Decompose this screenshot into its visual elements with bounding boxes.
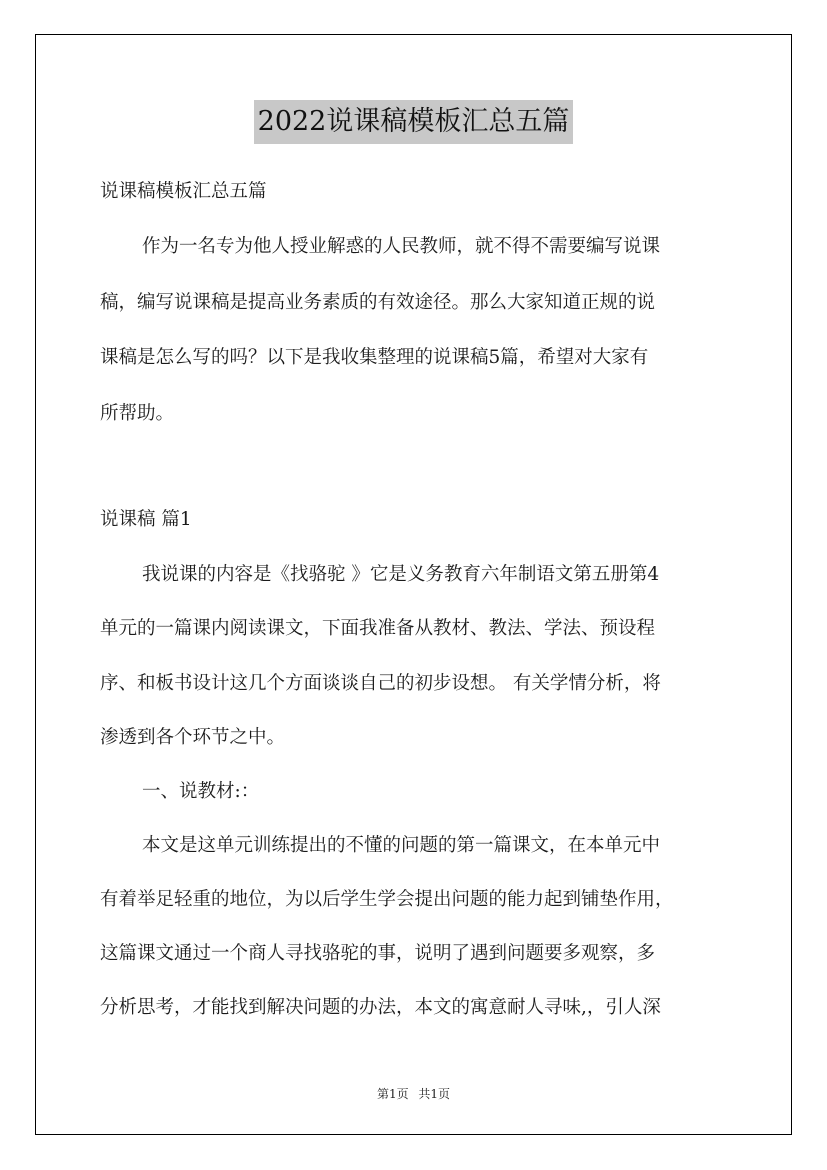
- para1-line: 序、和板书设计这几个方面谈谈自己的初步设想。 有关学情分析，将: [100, 673, 661, 694]
- para2-line: 有着举足轻重的地位，为以后学生学会提出问题的能力起到铺垫作用，: [100, 889, 674, 910]
- para1-line: 渗透到各个环节之中。: [100, 727, 286, 748]
- para2-line: 本文是这单元训练提出的不懂的问题的第一篇课文，在本单元中: [142, 835, 661, 856]
- section-heading: 说课稿 篇1: [100, 509, 192, 530]
- page-total: 共1页: [418, 1087, 451, 1101]
- intro-line: 所帮助。: [100, 403, 175, 424]
- para2-line: 这篇课文通过一个商人寻找骆驼的事，说明了遇到问题要多观察，多: [100, 943, 656, 964]
- intro-line: 作为一名专为他人授业解惑的人民教师，就不得不需要编写说课: [142, 236, 661, 257]
- document-subtitle: 说课稿模板汇总五篇: [100, 181, 267, 202]
- sub-heading: 一、说教材:：: [142, 781, 260, 802]
- para1-line: 单元的一篇课内阅读课文，下面我准备从教材、教法、学法、预设程: [100, 618, 656, 639]
- para2-line: 分析思考，才能找到解决问题的办法，本文的寓意耐人寻味,，引人深: [100, 997, 661, 1018]
- intro-line: 课稿是怎么写的吗？以下是我收集整理的说课稿5篇，希望对大家有: [100, 347, 649, 368]
- para1-line: 我说课的内容是《找骆驼 》它是义务教育六年制语文第五册第4: [142, 564, 660, 585]
- title-container: [0, 100, 827, 144]
- page-number: 第1页: [376, 1087, 409, 1101]
- document-title: 2022说课稿模板汇总五篇: [254, 100, 574, 144]
- page-footer: [0, 1085, 827, 1102]
- intro-line: 稿，编写说课稿是提高业务素质的有效途径。那么大家知道正规的说: [100, 292, 656, 313]
